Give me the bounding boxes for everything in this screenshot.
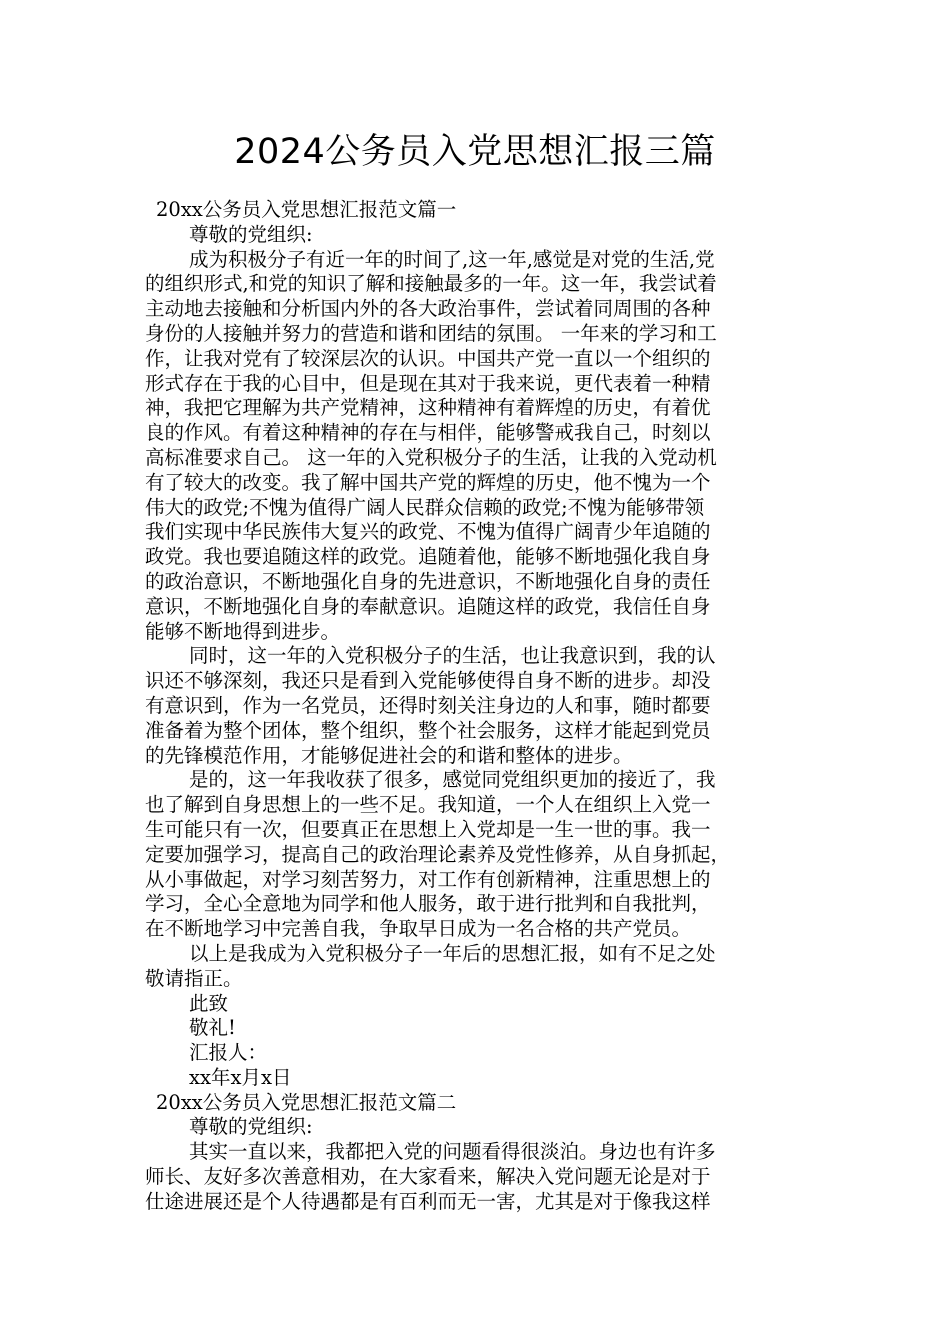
text-line: xx年x月x日 (189, 1065, 292, 1089)
text-line: 敬礼! (189, 1016, 236, 1040)
text-line: 学习，全心全意地为同学和他人服务，敢于进行批判和自我批判， (145, 892, 711, 916)
text-line: 的先锋模范作用，才能够促进社会的和谐和整体的进步。 (145, 743, 633, 767)
text-line: 形式存在于我的心目中，但是现在其对于我来说，更代表着一种精 (145, 371, 711, 395)
text-line: 也了解到自身思想上的一些不足。我知道，一个人在组织上入党一 (145, 793, 711, 817)
document-title: 2024公务员入党思想汇报三篇 (234, 132, 716, 172)
text-line: 神，我把它理解为共产党精神，这种精神有着辉煌的历史，有着优 (145, 396, 711, 420)
section-heading: 20xx公务员入党思想汇报范文篇二 (156, 1090, 457, 1114)
text-line: 敬请指正。 (145, 966, 243, 990)
text-line: 尊敬的党组织: (189, 1115, 313, 1139)
text-line: 意识，不断地强化自身的奉献意识。追随这样的政党，我信任自身 (145, 594, 711, 618)
text-line: 同时，这一年的入党积极分子的生活，也让我意识到，我的认 (189, 644, 716, 668)
text-line: 仕途进展还是个人待遇都是有百利而无一害，尤其是对于像我这样 (145, 1189, 711, 1213)
text-line: 身份的人接触并努力的营造和谐和团结的氛围。 一年来的学习和工 (145, 321, 717, 345)
text-line: 我们实现中华民族伟大复兴的政党、不愧为值得广阔青少年追随的 (145, 520, 711, 544)
text-line: 准备着为整个团体，整个组织，整个社会服务，这样才能起到党员 (145, 718, 711, 742)
text-line: 伟大的政党;不愧为值得广阔人民群众信赖的政党;不愧为能够带领 (145, 495, 705, 519)
text-line: 的组织形式,和党的知识了解和接触最多的一年。这一年，我尝试着 (145, 272, 717, 296)
section-heading: 20xx公务员入党思想汇报范文篇一 (156, 198, 457, 221)
text-line: 的政治意识，不断地强化自身的先进意识，不断地强化自身的责任 (145, 569, 711, 593)
text-line: 尊敬的党组织: (189, 222, 313, 246)
document-body (145, 198, 809, 1215)
text-line: 良的作风。有着这种精神的存在与相伴，能够警戒我自己，时刻以 (145, 421, 711, 445)
text-line: 作，让我对党有了较深层次的认识。中国共产党一直以一个组织的 (145, 346, 711, 370)
text-line: 高标准要求自己。 这一年的入党积极分子的生活，让我的入党动机 (145, 445, 717, 469)
text-line: 在不断地学习中完善自我，争取早日成为一名合格的共产党员。 (145, 917, 692, 941)
text-line: 识还不够深刻，我还只是看到入党能够使得自身不断的进步。却没 (145, 669, 711, 693)
text-line: 能够不断地得到进步。 (145, 619, 341, 643)
text-line: 此致 (189, 991, 229, 1015)
text-line: 从小事做起，对学习刻苦努力，对工作有创新精神，注重思想上的 (145, 867, 711, 891)
text-line: 有意识到，作为一名党员，还得时刻关注身边的人和事，随时都要 (145, 693, 711, 717)
text-line: 成为积极分子有近一年的时间了,这一年,感觉是对党的生活,党 (189, 247, 715, 271)
text-line: 定要加强学习，提高自己的政治理论素养及党性修养，从自身抓起， (145, 842, 731, 866)
text-line: 以上是我成为入党积极分子一年后的思想汇报，如有不足之处 (189, 941, 716, 965)
text-line: 生可能只有一次，但要真正在思想上入党却是一生一世的事。我一 (145, 817, 711, 841)
text-line: 主动地去接触和分析国内外的各大政治事件，尝试着同周围的各种 (145, 297, 711, 321)
text-line: 是的，这一年我收获了很多，感觉同党组织更加的接近了，我 (189, 768, 716, 792)
text-line: 师长、友好多次善意相劝，在大家看来，解决入党问题无论是对于 (145, 1165, 711, 1189)
text-line: 政党。我也要追随这样的政党。追随着他，能够不断地强化我自身 (145, 545, 711, 569)
text-line: 汇报人： (189, 1041, 268, 1065)
text-line: 有了较大的改变。我了解中国共产党的辉煌的历史，他不愧为一个 (145, 470, 711, 494)
text-line: 其实一直以来，我都把入党的问题看得很淡泊。身边也有许多 (189, 1140, 716, 1164)
